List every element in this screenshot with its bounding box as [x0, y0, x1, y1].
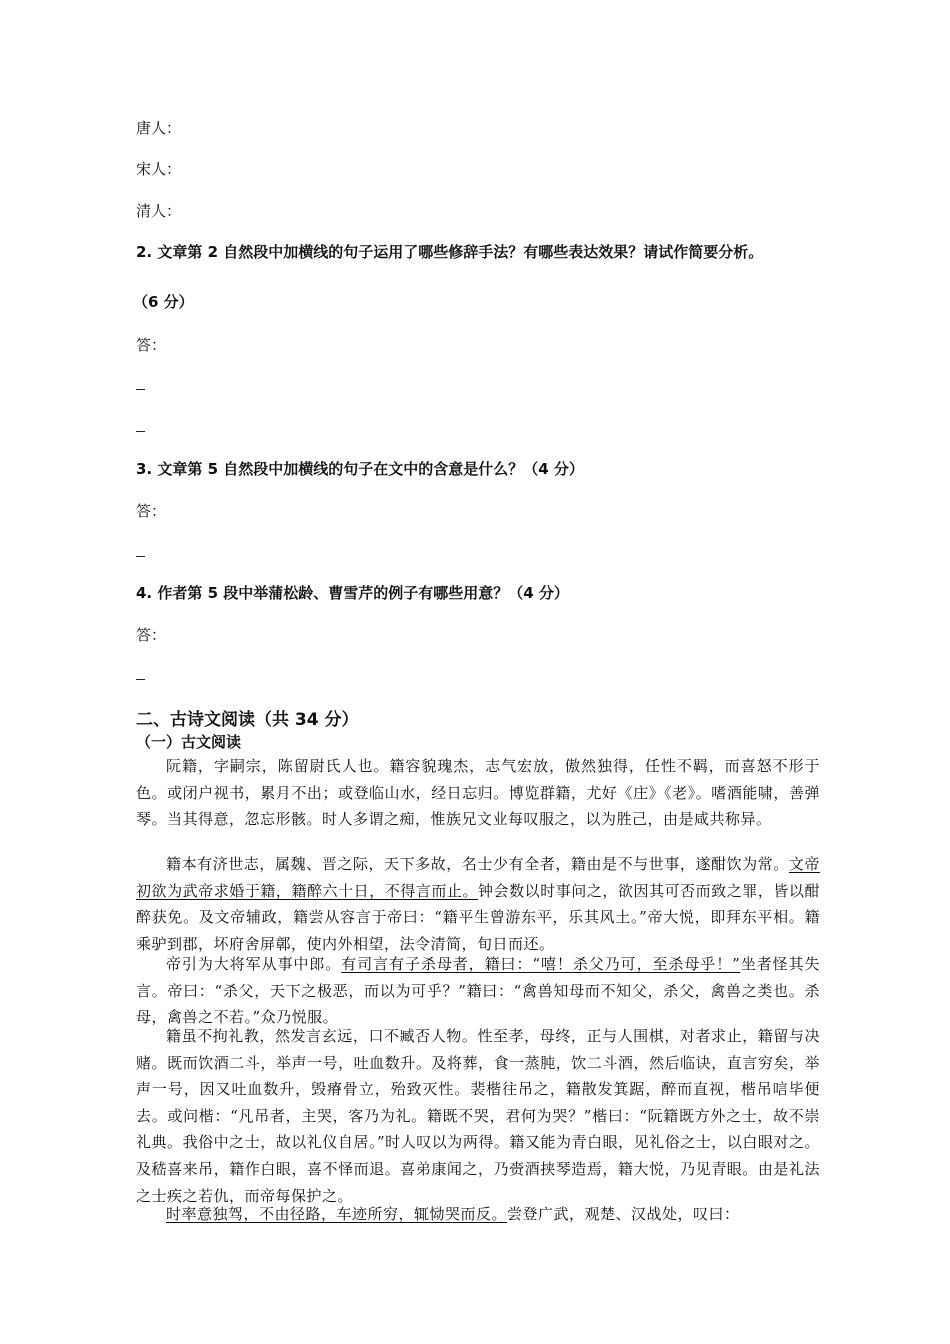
- passage-paragraph-3: [136, 951, 820, 1031]
- underlined-sentence: 文帝初欲为武帝求婚于籍，籍醉六十日，不得言而止。: [136, 855, 820, 900]
- passage-text: 帝引为大将军从事中郎。: [166, 955, 342, 973]
- passage-text: 坐者怪其失言。帝曰：“杀父，天下之极恶，而以为可乎？”籍曰：“禽兽知母而不知父，杀父，禽兽之类也。杀母，禽兽之不若。”众乃悦服。: [136, 955, 820, 1027]
- answer-blank-line: [136, 431, 145, 432]
- question-4: 4. 作者第 5 段中举蒲松龄、曹雪芹的例子有哪些用意？（4 分）: [136, 584, 569, 602]
- passage-text: 阮籍，字嗣宗，陈留尉氏人也。籍容貌瑰杰，志气宏放，傲然独得，任性不羁，而喜怒不形于色。或闭户视书，累月不出；或登临山水，经日忘归。博览群籍，尤好《庄》《老》。嗜酒能啸，善弹琴。当其得意，忽忘形骸。时人多谓之痴，惟族兄文业每叹服之，以为胜己，由是咸共称异。: [136, 757, 820, 829]
- passage-paragraph-4: [136, 1023, 820, 1209]
- passage-text: 尝登广武，观楚、汉战处，叹曰：: [507, 1205, 740, 1223]
- question-2: 2. 文章第 2 自然段中加横线的句子运用了哪些修辞手法？有哪些表达效果？请试作简要分析。: [136, 243, 764, 261]
- answer-line-qing: 清人：: [136, 202, 182, 220]
- answer-label-q4: 答：: [136, 626, 167, 644]
- answer-line-tang: 唐人：: [136, 119, 182, 137]
- answer-line-song: 宋人：: [136, 160, 182, 178]
- passage-paragraph-5: [136, 1201, 820, 1228]
- answer-label-q3: 答：: [136, 502, 167, 520]
- question-3: 3. 文章第 5 自然段中加横线的句子在文中的含意是什么？（4 分）: [136, 460, 584, 478]
- passage-text: 籍本有济世志，属魏、晋之际，天下多故，名士少有全者，籍由是不与世事，遂酣饮为常。: [166, 855, 789, 873]
- passage-text: 籍虽不拘礼教，然发言玄远，口不臧否人物。性至孝，母终，正与人围棋，对者求止，籍留与决赌。既而饮酒二斗，举声一号，吐血数升。及将葬，食一蒸肫，饮二斗酒，然后临诀，直言穷矣，举声一号，因又吐血数升，毁瘠骨立，殆致灭性。裴楷往吊之，籍散发箕踞，醉而直视，楷吊唁毕便去。或问楷：“凡吊者，主哭，客乃为礼。籍既不哭，君何为哭？”楷曰：“阮籍既方外之士，故不崇礼典。我俗中之士，故以礼仪自居。”时人叹以为两得。籍又能为青白眼，见礼俗之士，以白眼对之。及嵇喜来吊，籍作白眼，喜不怿而退。喜弟康闻之，乃赍酒挟琴造焉，籍大悦，乃见青眼。由是礼法之士疾之若仇，而帝每保护之。: [136, 1027, 820, 1205]
- passage-paragraph-1: [136, 753, 820, 833]
- question-2-score: （6 分）: [133, 293, 194, 311]
- section-heading: 二、古诗文阅读（共 34 分）: [136, 710, 359, 730]
- underlined-sentence: 时率意独驾，不由径路，车迹所穷，辄恸哭而反。: [166, 1205, 508, 1223]
- answer-blank-line: [136, 556, 145, 557]
- answer-label-q2: 答：: [136, 336, 167, 354]
- answer-blank-line: [136, 679, 145, 680]
- answer-blank-line: [136, 389, 145, 390]
- subsection-heading: （一）古文阅读: [136, 733, 242, 751]
- passage-text: 钟会数以时事问之，欲因其可否而致之罪，皆以酣醉获免。及文帝辅政，籍尝从容言于帝曰：“籍平生曾游东平，乐其风土。”帝大悦，即拜东平相。籍乘驴到郡，坏府舍屏鄣，使内外相望，法令清简，旬日而还。: [136, 881, 820, 953]
- passage-paragraph-2: [136, 851, 820, 957]
- underlined-sentence: 有司言有子杀母者，籍曰：“嘻！杀父乃可，至杀母乎！”: [341, 955, 741, 973]
